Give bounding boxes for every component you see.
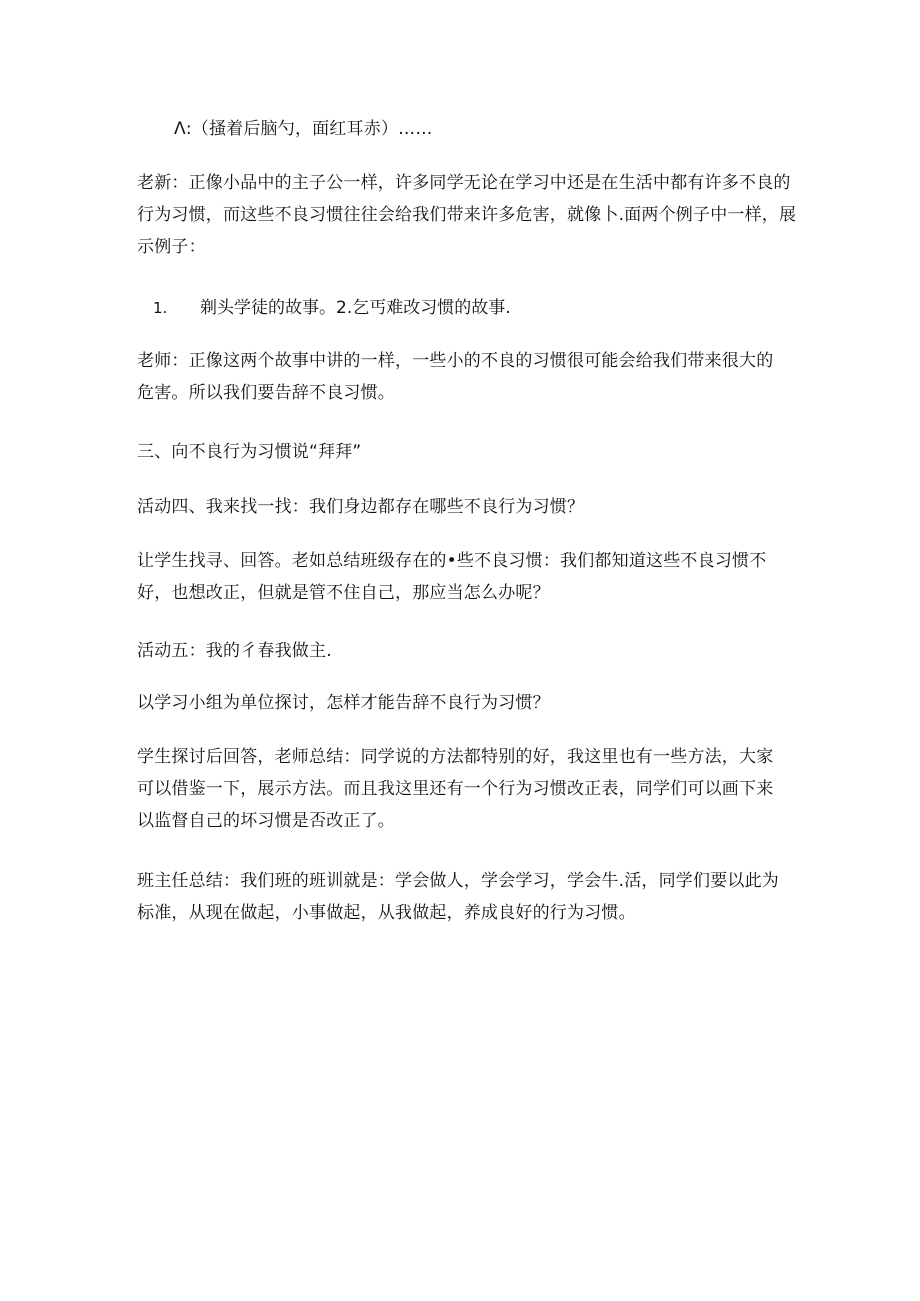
paragraph-line: 以学习小组为单位探讨，怎样才能告辞不良行为习惯？ [137,693,550,713]
teacher-summary-paragraph [137,741,787,837]
student-answer-paragraph [137,545,787,609]
paragraph-line: 好，也想改正，但就是管不住自己，那应当怎么办呢？ [137,583,550,603]
paragraph-line: 示例子： [137,237,206,257]
list-text: 剃头学徒的故事。2.乞丐难改习惯的故事. [200,298,511,318]
stage-direction-line [174,113,824,145]
paragraph-line: Λ:（搔着后脑勺，面红耳赤）…… [174,119,433,139]
paragraph-line: 活动五：我的彳春我做主. [137,641,332,661]
list-number: 1. [153,299,168,317]
paragraph-line: 标准，从现在做起，小事做起，从我做起，养成良好的行为习惯。 [137,903,636,923]
paragraph-line: 危害。所以我们要告辞不良习惯。 [137,383,395,403]
paragraph-line: 活动四、我来找一找：我们身边都存在哪些不良行为习惯？ [137,497,585,517]
paragraph-line: 可以借鉴一下，展示方法。而且我这里还有一个行为习惯改正表，同学们可以画下来 [137,779,774,799]
paragraph-line: 老师：正像这两个故事中讲的一样，一些小的不良的习惯很可能会给我们带来很大的 [137,351,774,371]
paragraph-line: 行为习惯，而这些不良习惯往往会给我们带来许多危害，就像卜.面两个例子中一样，展 [137,205,797,225]
paragraph-line: 学生探讨后回答，老师总结：同学说的方法都特别的好，我这里也有一些方法，大家 [137,747,774,767]
paragraph-line: 让学生找寻、回答。老如总结班级存在的•些不良习惯：我们都知道这些不良习惯不 [137,551,767,571]
activity-four-paragraph [137,491,787,523]
paragraph-line: 班主任总结：我们班的班训就是：学会做人，学会学习，学会牛.活，同学们要以此为 [137,871,780,891]
heading-line: 三、向不良行为习惯说“拜拜” [137,442,362,462]
paragraph-line: 老新：正像小品中的主子公一样，许多同学无论在学习中还是在生活中都有许多不良的 [137,173,791,193]
activity-five-paragraph [137,635,787,667]
teacher-story-paragraph [137,345,787,409]
section-heading [137,436,787,468]
head-teacher-summary-paragraph [137,865,787,929]
group-discussion-paragraph [137,687,787,719]
paragraph-line: 以监督自己的坏习惯是否改正了。 [137,811,395,831]
teacher-intro-paragraph [137,167,797,263]
